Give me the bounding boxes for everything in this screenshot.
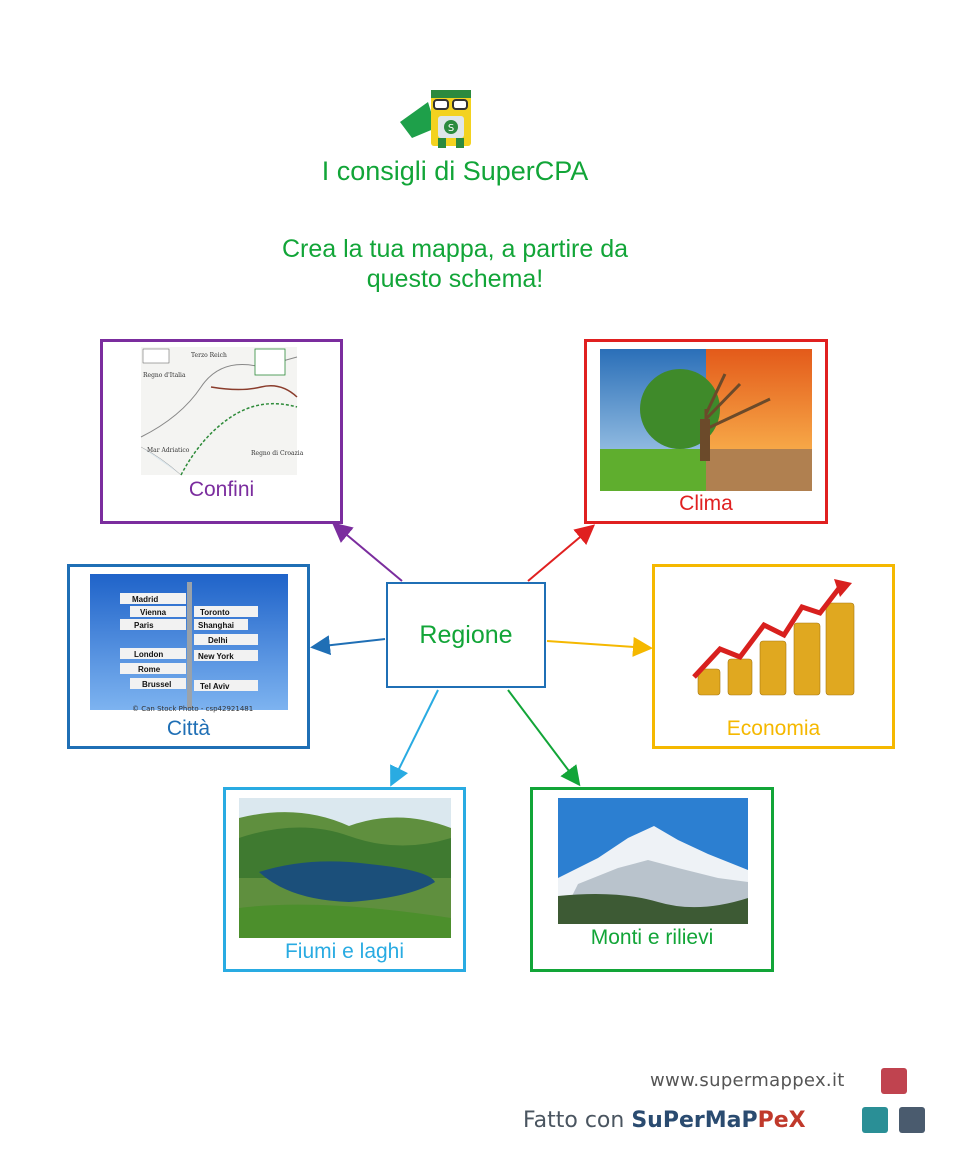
lake-image	[239, 798, 451, 938]
arrow-to-confini	[335, 525, 402, 581]
svg-text:S: S	[447, 123, 455, 134]
node-label: Fiumi e laghi	[284, 940, 405, 963]
arrow-to-fiumi	[392, 690, 438, 783]
sign-paris: Paris	[134, 621, 154, 630]
node-confini[interactable]	[100, 339, 343, 524]
sign-shanghai: Shanghai	[198, 621, 235, 630]
climate-tree-image	[600, 349, 812, 491]
made-with-text: Fatto con	[523, 1108, 632, 1133]
map-label-regno-croazia: Regno di Croazia	[251, 450, 304, 457]
coins-growth-image	[690, 577, 860, 707]
arrow-to-monti	[508, 690, 578, 783]
page-title: I consigli di SuperCPA	[321, 156, 589, 186]
map-label-regno-italia: Regno d'Italia	[143, 372, 186, 379]
map-label-terzo-reich: Terzo Reich	[191, 352, 227, 359]
node-label: Clima	[679, 492, 733, 515]
sign-tel-aviv: Tel Aviv	[200, 682, 230, 691]
map-label-mar-adriatico: Mar Adriatico	[147, 447, 190, 454]
node-label: Monti e rilievi	[590, 926, 714, 949]
subtitle-line-2: questo schema!	[366, 265, 544, 293]
sign-madrid: Madrid	[132, 595, 159, 604]
footer-made-with	[523, 1108, 806, 1133]
center-node-regione[interactable]	[386, 582, 546, 688]
brand-square-teal-icon	[862, 1107, 888, 1133]
stock-credit: © Can Stock Photo - csp42921481	[132, 705, 254, 713]
node-clima[interactable]	[584, 339, 828, 524]
map-image	[141, 347, 304, 475]
subtitle-line-1: Crea la tua mappa, a partire da	[281, 235, 629, 263]
brand-square-red-icon	[881, 1068, 907, 1094]
arrow-to-economia	[547, 641, 649, 648]
sign-rome: Rome	[138, 665, 161, 674]
brand-name-part2: PeX	[757, 1108, 806, 1133]
node-label: Città	[166, 717, 211, 740]
brand-name-part1: SuPerMaP	[631, 1108, 758, 1133]
sign-brussel: Brussel	[142, 680, 172, 689]
arrow-to-clima	[528, 527, 592, 581]
city-signpost-image	[90, 574, 288, 710]
center-node-label: Regione	[419, 620, 513, 649]
node-citta[interactable]	[67, 564, 310, 749]
sign-london: London	[134, 650, 164, 659]
arrow-to-citta	[314, 639, 385, 647]
brand-square-slate-icon	[899, 1107, 925, 1133]
node-monti[interactable]	[530, 787, 774, 972]
sign-new-york: New York	[198, 652, 234, 661]
sign-vienna: Vienna	[140, 608, 167, 617]
sign-toronto: Toronto	[200, 608, 230, 617]
node-label: Economia	[726, 717, 821, 740]
footer-url[interactable]: www.supermappex.it	[650, 1070, 845, 1091]
sign-delhi: Delhi	[208, 636, 228, 645]
mountain-image	[558, 798, 748, 924]
node-fiumi[interactable]	[223, 787, 466, 972]
node-label: Confini	[188, 478, 255, 501]
node-economia[interactable]	[652, 564, 895, 749]
